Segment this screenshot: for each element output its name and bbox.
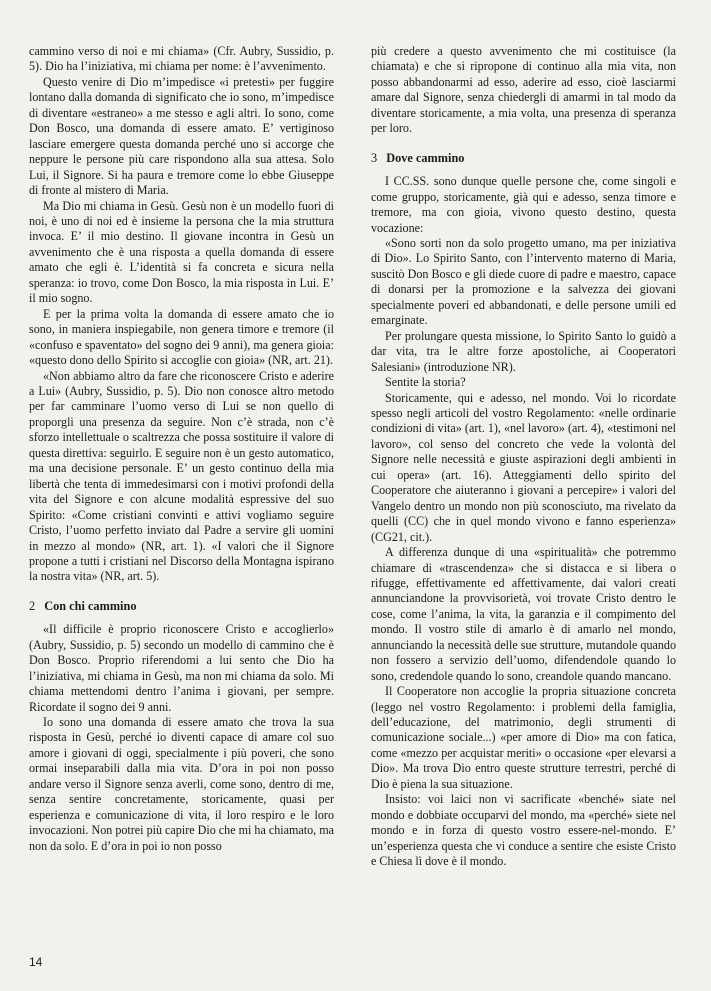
paragraph: cammino verso di noi e mi chiama» (Cfr. Aubry, Sussidio, p. 5). Dio ha l’iniziativa, mi chiama per nome: è l’avvenimento. <box>29 44 334 74</box>
paragraph: I CC.SS. sono dunque quelle persone che, come singoli e come gruppo, storicamente, già qui e adesso, senza timore e tremore, ma con gioia, vivono questo destino, questa vocazione: <box>371 174 676 235</box>
paragraph: Sentite la storia? <box>385 375 466 390</box>
paragraph: Storicamente, qui e adesso, nel mondo. Voi lo ricordate spesso negli articoli del vostro Regolamento: «nelle ordinarie condizioni di vita» (art. 1), «nel lavoro» (art. 4), «testimoni nel lavoro», col senso del concreto che vede la volontà del Signore nelle necessità e giuste aspirazioni degli ambienti in cui opera» (art. 16). Atteggiamenti dello spirito del Cooperatore che aiuteranno i giovani a percepire» i valori del Vangelo dentro un mondo non più sconosciuto, ma rivelato da quelli (CC) che in quel mondo vivono e fanno esperienza» (CG21, cit.). <box>371 390 676 544</box>
section-title: Con chi cammino <box>44 598 137 613</box>
paragraph: «Sono sorti non da solo progetto umano, ma per iniziativa di Dio». Lo Spirito Santo, con l’intervento materno di Maria, suscitò Don Bosco e gli diede cuore di padre e maestro, capace di donarsi per la promozione e la salvezza dei giovani specialmente poveri ed abbandonati, e delle persone umili ed emarginate. <box>371 235 676 328</box>
section-heading <box>29 599 334 614</box>
left-column <box>29 44 334 854</box>
paragraph: Io sono una domanda di essere amato che trova la sua risposta in Gesù, perché io diventi capace di amare col suo amore i giovani di oggi, specialmente i più poveri, che sono ormai inseparabili dalla mia vita. D’ora in poi non posso andare verso il Signore senza averli, come sono, dentro di me, senza sentire concretamente, storicamente, quasi per esperienza e comunicazione di vita, il loro respiro e le loro invocazioni. Non potrei più capire Dio che mi ha chiamato, ma non da solo. E d’ora in poi io non posso <box>29 715 334 853</box>
page-number: 14 <box>29 955 43 969</box>
paragraph: E per la prima volta la domanda di essere amato che io sono, in maniera inspiegabile, non genera timore e tremore (il «confuso e spaventato» del sogno dei 9 anni), ma genera gioia: «questo dono dello Spirito si accoglie con gioia» (NR, art. 21). <box>29 306 334 368</box>
paragraph: Insisto: voi laici non vi sacrificate «benché» siate nel mondo e dobbiate occuparvi del mondo, ma «perché» siete nel mondo e in forza di questo vostro essere-nel-mondo. E’ un’esperienza questa che vi conduce a sentire che esiste Cristo e Chiesa lì dove è il mondo. <box>371 792 676 869</box>
section-heading <box>371 151 676 166</box>
section-number: 3 <box>371 150 378 165</box>
paragraph: «Non abbiamo altro da fare che riconoscere Cristo e aderire a Lui» (Aubry, Sussidio, p. 5). Dio non conosce altro metodo per far camminare l’uomo verso di Lui se non quello di proporgli una presenza da seguire. Non c’è strada, non c’è sforzo intellettuale o scaltrezza che possa sostituire il valore di questa direttiva: seguirlo. E seguire non è un gesto automatico, ma una decisione personale. E’ un gesto continuo della mia libertà che tenta di immedesimarsi con i motivi profondi della vita del Signore e con alcune modalità espressive del suo Spirito: «Come cristiani convinti e attivi vogliamo seguire Cristo, l’uomo perfetto inviato dal Padre a servire gli uomini in mezzo al mondo» (NR, art. 1). «I valori che il Signore propone a tutti i cristiani nel Discorso della Montagna ispirano la nostra vita» (NR, art. 5). <box>29 368 334 584</box>
paragraph: A differenza dunque di una «spiritualità» che potremmo chiamare di «trascendenza» che si distacca e si libera o rifugge, effettivamente ed affettivamente, dai valori creati annunciandone la provvisorietà, voi trovate Cristo dentro le cose, come l’anima, la vita, la garanzia e il compimento del mondo. Il vostro stile di amarlo è di amarlo nel mondo, annunciando la necessità delle sue strutture, mutandole quando non fossero a servizio dell’uomo, difendendole quando lo sono, credendole quando lo sono, creandole quando mancano. <box>371 545 676 683</box>
right-column <box>371 44 676 870</box>
paragraph: più credere a questo avvenimento che mi costituisce (la chiamata) e che si ripropone di continuo alla mia vita, non posso abbandonarmi ad esso, aderire ad esso, cioè lasciarmi amare dal Signore, senza chiedergli di amarmi in tal modo da diventare storicamente, a mia volta, una presenza di speranza per loro. <box>371 44 676 136</box>
paragraph: Ma Dio mi chiama in Gesù. Gesù non è un modello fuori di noi, è uno di noi ed è insieme la persona che la mia struttura invoca. E’ il mio destino. Il giovane incontra in Gesù un avvenimento che è una risposta a quella domanda di essere amato che egli è. L’identità si fa concreta e sicura nella speranza: io trovo, come Don Bosco, la mia risposta in Lui. E’ il mio sogno. <box>29 198 334 306</box>
paragraph: «Il difficile è proprio riconoscere Cristo e accoglierlo» (Aubry, Sussidio, p. 5) secondo un modello di cammino che è Don Bosco. Proprio riferendomi a lui sento che Dio ha l’iniziativa, mi chiama in Gesù, ma non mi chiama da solo. Mi chiama mettendomi dentro l’anima i giovani, per sempre. Ricordate il sogno dei 9 anni. <box>29 622 334 714</box>
paragraph: Questo venire di Dio m’impedisce «i pretesti» per fuggire lontano dalla domanda di significato che io sono, m’impedisce di diventare «estraneo» a me stesso e agli altri. Io sono, come Don Bosco, una domanda di essere amato. E’ vertiginoso lasciare emergere questa domanda perché uno si accorge che neppure le persone più care rispondono alla sua attesa. Solo Lui, il Signore. Si ha paura e tremore come lo ebbe Giuseppe di fronte al mistero di Maria. <box>29 74 334 198</box>
section-number: 2 <box>29 598 36 613</box>
paragraph: Il Cooperatore non accoglie la propria situazione concreta (leggo nel vostro Regolamento: i problemi della famiglia, dell’educazione, del matrimonio, degli strumenti di comunicazione sociale...) «per amore di Dio» ma con fatica, come «mezzo per acquistar meriti» o occasione «per elevarsi a Dio». Ma trova Dio entro queste strutture terrestri, perché di Dio è piena la sua situazione. <box>371 684 676 791</box>
section-title: Dove cammino <box>386 150 465 165</box>
paragraph: Per prolungare questa missione, lo Spirito Santo lo guidò a dar vita, tra le altre forze apostoliche, ai Cooperatori Salesiani» (introduzione NR). <box>371 328 676 374</box>
